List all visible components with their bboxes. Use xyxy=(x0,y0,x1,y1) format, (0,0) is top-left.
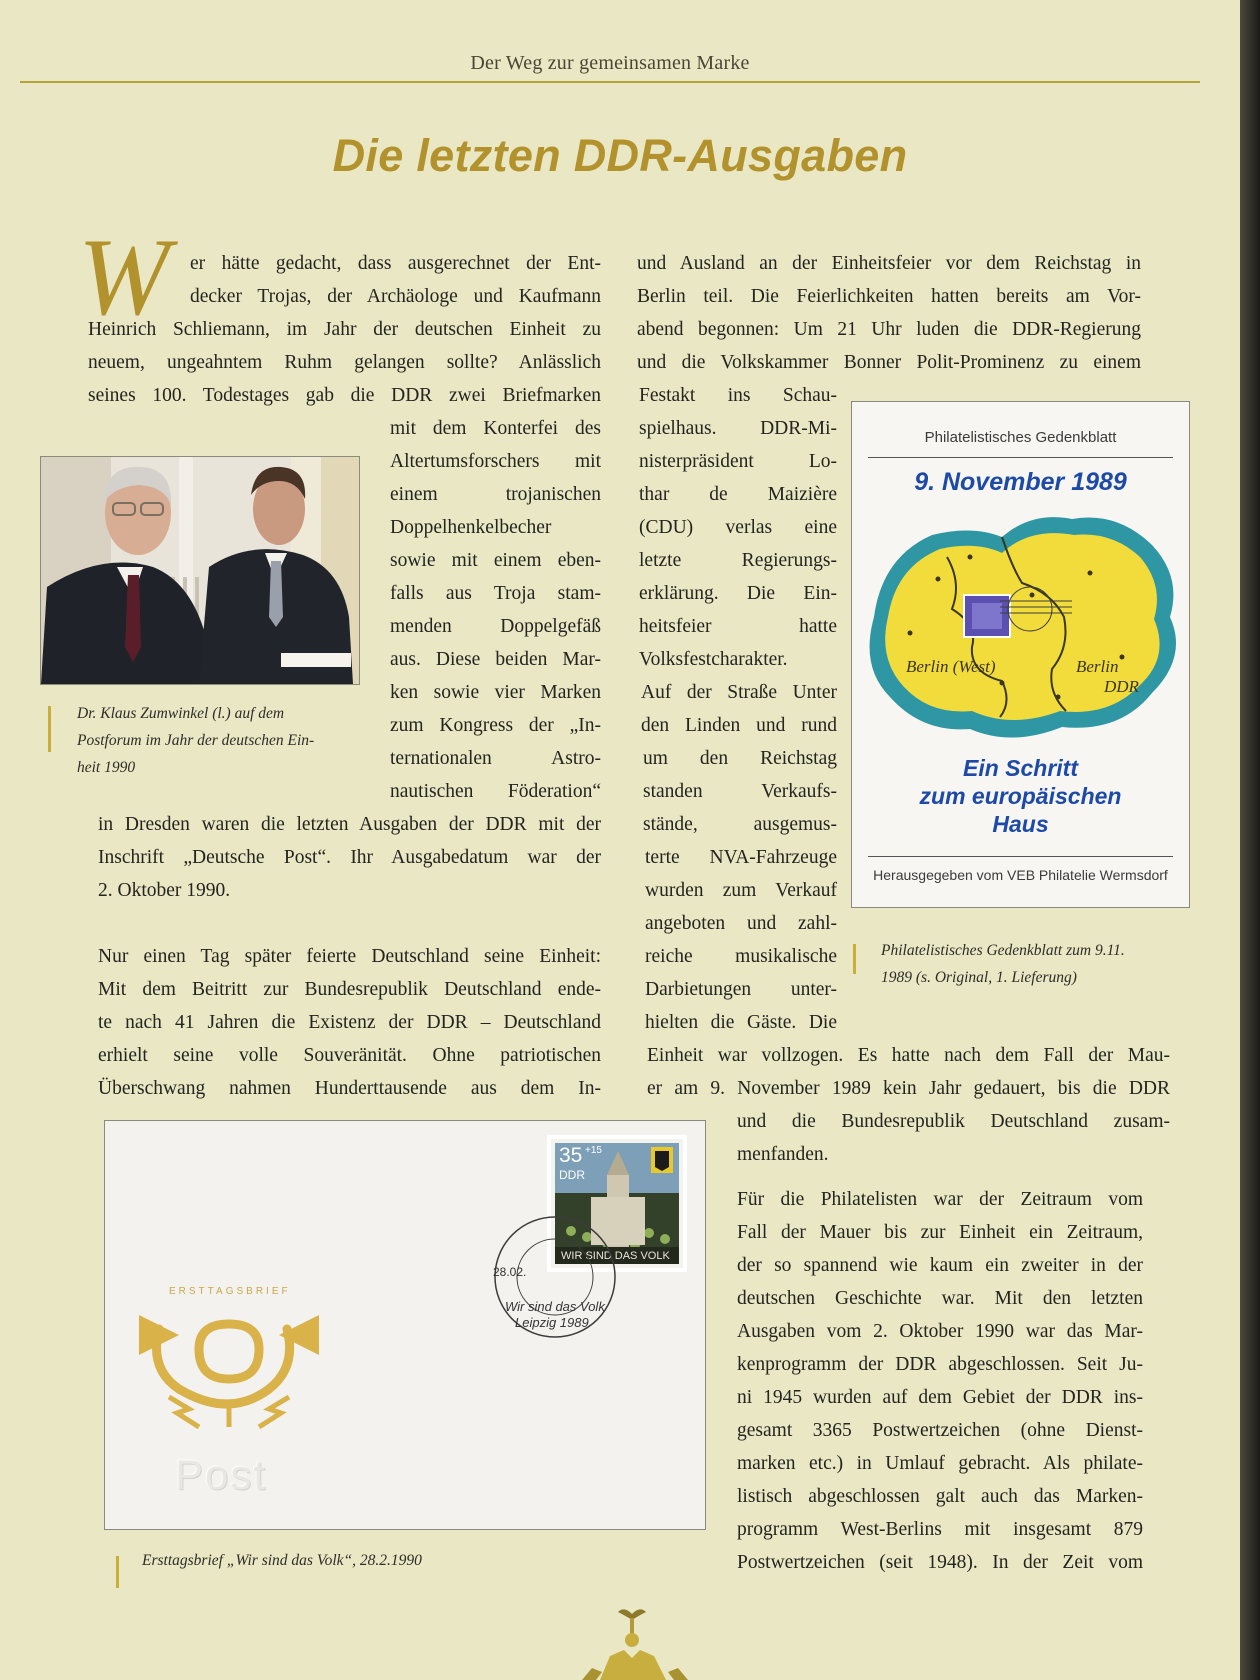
text-line: heitsfeier hatte xyxy=(639,616,837,637)
gedenkblatt-header: Philatelistisches Gedenkblatt xyxy=(924,429,1117,446)
text-line: Heinrich Schliemann, im Jahr der deutschen Einheit zu xyxy=(88,319,601,340)
text-line: Ausgaben vom 2. Oktober 1990 war das Mar- xyxy=(737,1321,1143,1342)
slogan-line: Ein Schritt xyxy=(962,755,1078,781)
caption-marker xyxy=(853,944,856,974)
text-line: mit dem Konterfei des xyxy=(390,418,601,439)
text-line: aus. Diese beiden Mar- xyxy=(390,649,601,670)
caption-marker xyxy=(116,1556,119,1588)
slogan-line: Haus xyxy=(992,811,1049,837)
text-line: um den Reichstag xyxy=(643,748,837,769)
postmark-line: Leipzig 1989 xyxy=(515,1315,589,1330)
drop-cap: W xyxy=(78,216,170,338)
photo-caption-line: heit 1990 xyxy=(77,759,136,776)
page-edge xyxy=(1240,0,1260,1680)
text-line: Darbietungen unter- xyxy=(645,979,837,1000)
stamp-value: 35 xyxy=(559,1144,583,1167)
caption-marker xyxy=(48,706,51,752)
text-line: Inschrift „Deutsche Post“. Ihr Ausgabedatum war der xyxy=(98,847,601,868)
text-line: deutschen Geschichte war. Mit den letzten xyxy=(737,1288,1143,1309)
text-line: (CDU) verlas eine xyxy=(639,517,837,538)
running-head: Der Weg zur gemeinsamen Marke xyxy=(470,52,750,74)
postmark-line: Wir sind das Volk xyxy=(505,1299,605,1314)
text-line: reiche musikalische xyxy=(645,946,837,967)
text-line: decker Trojas, der Archäologe und Kaufmann xyxy=(190,286,601,307)
text-line: und die Bundesrepublik Deutschland zusam- xyxy=(737,1111,1170,1132)
berlin-map-illustration xyxy=(852,497,1189,767)
text-line: terte NVA-Fahrzeuge xyxy=(645,847,837,868)
text-line: Altertumsforschers mit xyxy=(390,451,601,472)
text-line: hielten die Gäste. Die xyxy=(645,1012,837,1033)
portrait-illustration xyxy=(41,457,359,684)
text-line: gesamt 3365 Postwertzeichen (ohne Dienst- xyxy=(737,1420,1143,1441)
map-label-ddr: DDR xyxy=(1104,677,1139,696)
text-line: den Linden und rund xyxy=(641,715,837,736)
text-line: ternationalen Astro- xyxy=(390,748,601,769)
text-line: letzte Regierungs- xyxy=(639,550,837,571)
portrait-photo xyxy=(40,456,360,685)
gedenkblatt-slogan xyxy=(852,754,1189,838)
text-line: menfanden. xyxy=(737,1144,829,1165)
text-line: ken sowie vier Marken xyxy=(390,682,601,703)
text-line: falls aus Troja stam- xyxy=(390,583,601,604)
stamp-surcharge: +15 xyxy=(585,1145,602,1156)
text-line: in Dresden waren die letzten Ausgaben der DDR mit der xyxy=(98,814,601,835)
text-line: 2. Oktober 1990. xyxy=(98,880,231,901)
cover-post-emboss: Post xyxy=(175,1451,268,1498)
gedenkblatt-rule-bottom xyxy=(868,856,1173,857)
text-line: kenprogramm der DDR abgeschlossen. Seit Ju- xyxy=(737,1354,1143,1375)
text-line: wurden zum Verkauf xyxy=(645,880,837,901)
text-line: nisterpräsident Lo- xyxy=(639,451,837,472)
posthorn-icon xyxy=(139,1309,319,1429)
text-line: Für die Philatelisten war der Zeitraum vom xyxy=(737,1189,1143,1210)
text-line: thar de Maizière xyxy=(639,484,837,505)
text-line: nautischen Föderation“ xyxy=(390,781,601,802)
text-line: und die Volkskammer Bonner Polit-Prominenz zu einem xyxy=(637,352,1141,373)
text-line: erhielt seine volle Souveränität. Ohne patriotischen xyxy=(98,1045,601,1066)
cover-label: ERSTTAGSBRIEF xyxy=(169,1286,291,1297)
postmark-date: 28.02. xyxy=(493,1265,527,1279)
gedenkblatt-date: 9. November 1989 xyxy=(914,468,1127,496)
text-line: Einheit war vollzogen. Es hatte nach dem Fall der Mau- xyxy=(647,1045,1170,1066)
text-line: Auf der Straße Unter xyxy=(641,682,837,703)
text-line: Fall der Mauer bis zur Einheit ein Zeitraum, xyxy=(737,1222,1143,1243)
text-line: spielhaus. DDR-Mi- xyxy=(639,418,837,439)
text-line: Postwertzeichen (seit 1948). In der Zeit vom xyxy=(737,1552,1143,1573)
stamp-country: DDR xyxy=(559,1168,585,1182)
text-line: Festakt ins Schau- xyxy=(639,385,837,406)
text-line: und Ausland an der Einheitsfeier vor dem Reichstag in xyxy=(637,253,1141,274)
gedenkblatt-footer: Herausgegeben vom VEB Philatelie Wermsdorf xyxy=(873,867,1168,883)
header-rule xyxy=(20,81,1200,83)
map-label-east: Berlin xyxy=(1076,657,1119,676)
text-line: angeboten und zahl- xyxy=(645,913,837,934)
slogan-line: zum europäischen xyxy=(919,783,1122,809)
text-line: ni 1945 wurden auf dem Gebiet der DDR ins- xyxy=(737,1387,1143,1408)
text-line: standen Verkaufs- xyxy=(643,781,837,802)
text-line: Überschwang nahmen Hunderttausende aus dem In- xyxy=(98,1078,601,1099)
stamp-inscription: WIR SIND DAS VOLK xyxy=(561,1250,670,1262)
map-label-west: Berlin (West) xyxy=(906,657,996,676)
gedenkblatt-caption-line: 1989 (s. Original, 1. Lieferung) xyxy=(881,969,1077,986)
text-line: seines 100. Todestages gab die DDR zwei Briefmarken xyxy=(88,385,601,406)
text-line: neuem, ungeahntem Ruhm gelangen sollte? Anlässlich xyxy=(88,352,601,373)
photo-caption-line: Postforum im Jahr der deutschen Ein- xyxy=(77,732,315,749)
text-line: Doppelhenkelbecher xyxy=(390,517,552,538)
text-line: Berlin teil. Die Feierlichkeiten hatten bereits am Vor- xyxy=(637,286,1141,307)
text-line: menden Doppelgefäß xyxy=(390,616,601,637)
text-line: listisch abgeschlossen galt auch das Marken- xyxy=(737,1486,1143,1507)
text-line: Mit dem Beitritt zur Bundesrepublik Deutschland ende- xyxy=(98,979,601,1000)
text-line: Volksfestcharakter. xyxy=(639,649,788,670)
text-line: Nur einen Tag später feierte Deutschland seine Einheit: xyxy=(98,946,601,967)
photo-caption-line: Dr. Klaus Zumwinkel (l.) auf dem xyxy=(77,705,285,722)
text-line: sowie mit einem eben- xyxy=(390,550,601,571)
text-line: te nach 41 Jahren die Existenz der DDR – Deutschland xyxy=(98,1012,601,1033)
text-line: erklärung. Die Ein- xyxy=(639,583,837,604)
text-line: marken etc.) in Umlauf gebracht. Als philate- xyxy=(737,1453,1143,1474)
text-line: zum Kongress der „In- xyxy=(390,715,601,736)
text-line: programm West-Berlins mit insgesamt 879 xyxy=(737,1519,1143,1540)
first-day-cover xyxy=(104,1120,706,1530)
text-line: er hätte gedacht, dass ausgerechnet der Ent- xyxy=(190,253,601,274)
gedenkblatt-caption-line: Philatelistisches Gedenkblatt zum 9.11. xyxy=(881,942,1125,959)
text-line: abend begonnen: Um 21 Uhr luden die DDR-Regierung xyxy=(637,319,1141,340)
text-line: einem trojanischen xyxy=(390,484,601,505)
text-line: er am 9. November 1989 kein Jahr gedauert, bis die DDR xyxy=(647,1078,1170,1099)
gedenkblatt-card xyxy=(851,401,1190,908)
text-line: stände, ausgemus- xyxy=(643,814,837,835)
text-line: der so spannend wie kaum ein zweiter in der xyxy=(737,1255,1143,1276)
quadriga-ornament-icon xyxy=(570,1606,700,1680)
gedenkblatt-rule-top xyxy=(868,457,1173,458)
cover-caption: Ersttagsbrief „Wir sind das Volk“, 28.2.1990 xyxy=(142,1552,422,1569)
page-title: Die letzten DDR-Ausgaben xyxy=(332,130,908,181)
